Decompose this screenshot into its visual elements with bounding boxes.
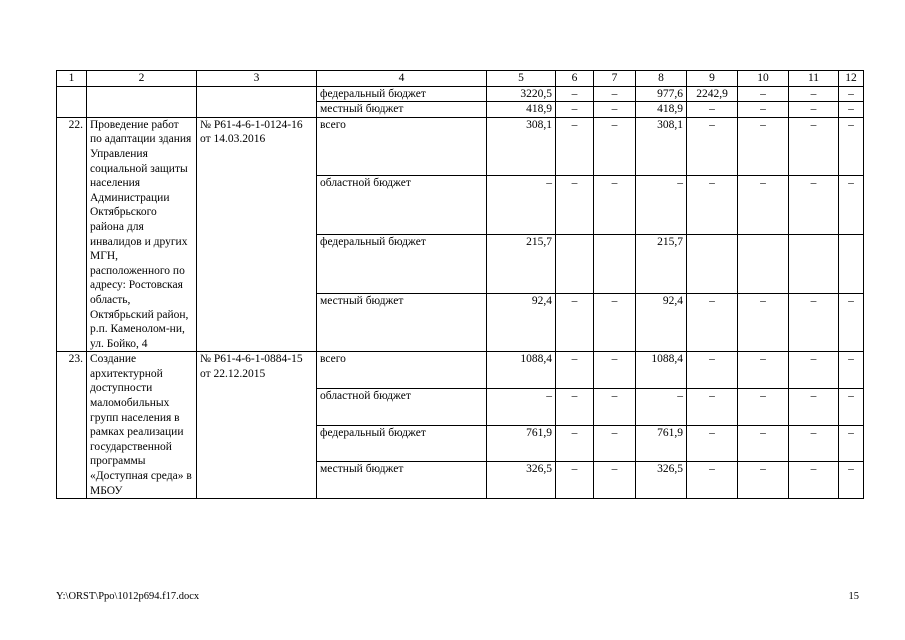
value-cell: –	[687, 352, 738, 389]
value-cell: –	[556, 86, 594, 102]
value-cell	[789, 235, 839, 294]
value-cell: –	[839, 176, 864, 235]
budget-label: областной бюджет	[317, 176, 487, 235]
value-cell: 308,1	[636, 117, 687, 176]
item-number: 23.	[57, 352, 87, 499]
value-cell: –	[687, 389, 738, 426]
column-header: 9	[687, 71, 738, 87]
value-cell: –	[789, 462, 839, 499]
value-cell: –	[556, 117, 594, 176]
empty-cell	[197, 86, 317, 102]
column-header: 1	[57, 71, 87, 87]
value-cell: –	[594, 176, 636, 235]
value-cell: 92,4	[636, 293, 687, 352]
empty-cell	[197, 102, 317, 118]
table-row	[57, 102, 864, 118]
value-cell	[839, 235, 864, 294]
value-cell: –	[789, 293, 839, 352]
value-cell: –	[687, 425, 738, 462]
table-row	[57, 352, 864, 389]
value-cell: –	[556, 293, 594, 352]
value-cell: 977,6	[636, 86, 687, 102]
budget-label: всего	[317, 117, 487, 176]
column-header: 10	[738, 71, 789, 87]
budget-label: федеральный бюджет	[317, 425, 487, 462]
value-cell: –	[789, 425, 839, 462]
budget-table	[56, 70, 864, 499]
budget-label: федеральный бюджет	[317, 86, 487, 102]
item-name: Создание архитектурной доступности маломобильных групп населения в рамках реализации государственной программы «Доступная среда» в МБОУ	[87, 352, 197, 499]
value-cell: –	[594, 86, 636, 102]
value-cell: –	[487, 176, 556, 235]
budget-label: местный бюджет	[317, 293, 487, 352]
value-cell: –	[687, 293, 738, 352]
budget-label: местный бюджет	[317, 462, 487, 499]
value-cell: –	[839, 102, 864, 118]
value-cell: –	[738, 352, 789, 389]
value-cell: 3220,5	[487, 86, 556, 102]
item-number: 22.	[57, 117, 87, 352]
value-cell: –	[789, 176, 839, 235]
value-cell: –	[789, 102, 839, 118]
column-header: 8	[636, 71, 687, 87]
column-header: 7	[594, 71, 636, 87]
value-cell	[556, 235, 594, 294]
value-cell: –	[738, 117, 789, 176]
value-cell: –	[636, 389, 687, 426]
budget-label: федеральный бюджет	[317, 235, 487, 294]
value-cell: –	[789, 117, 839, 176]
value-cell: –	[594, 293, 636, 352]
value-cell: –	[594, 117, 636, 176]
value-cell: –	[839, 352, 864, 389]
value-cell: –	[594, 389, 636, 426]
value-cell: –	[556, 102, 594, 118]
value-cell: 215,7	[636, 235, 687, 294]
column-header: 12	[839, 71, 864, 87]
empty-cell	[57, 102, 87, 118]
value-cell: –	[738, 425, 789, 462]
value-cell: 418,9	[636, 102, 687, 118]
value-cell: –	[594, 102, 636, 118]
value-cell: 92,4	[487, 293, 556, 352]
empty-cell	[57, 86, 87, 102]
value-cell: 1088,4	[636, 352, 687, 389]
value-cell: 418,9	[487, 102, 556, 118]
value-cell: –	[687, 102, 738, 118]
value-cell: –	[594, 462, 636, 499]
header-row	[57, 71, 864, 87]
value-cell	[687, 235, 738, 294]
value-cell: –	[738, 176, 789, 235]
item-name: Проведение работ по адаптации здания Управления социальной защиты населения Администрации Октябрьского района для инвалидов и других МГН, расположенного по адресу: Ростовская область, Октябрьский район, р.п. Каменолом-ни, ул. Бойко, 4	[87, 117, 197, 352]
column-header: 11	[789, 71, 839, 87]
value-cell: –	[738, 389, 789, 426]
column-header: 6	[556, 71, 594, 87]
value-cell: –	[738, 102, 789, 118]
value-cell: 326,5	[636, 462, 687, 499]
page-number: 15	[848, 591, 859, 602]
value-cell: 1088,4	[487, 352, 556, 389]
value-cell: –	[556, 352, 594, 389]
value-cell: –	[687, 176, 738, 235]
value-cell: –	[556, 462, 594, 499]
empty-cell	[87, 102, 197, 118]
value-cell: –	[738, 293, 789, 352]
table-row	[57, 117, 864, 176]
value-cell: –	[738, 462, 789, 499]
value-cell: –	[636, 176, 687, 235]
column-header: 4	[317, 71, 487, 87]
value-cell: –	[839, 86, 864, 102]
budget-label: всего	[317, 352, 487, 389]
value-cell: –	[839, 462, 864, 499]
column-header: 3	[197, 71, 317, 87]
value-cell: –	[556, 389, 594, 426]
column-header: 2	[87, 71, 197, 87]
value-cell: 326,5	[487, 462, 556, 499]
value-cell: –	[556, 176, 594, 235]
value-cell: –	[789, 352, 839, 389]
item-document	[197, 352, 317, 499]
value-cell: –	[556, 425, 594, 462]
document-date: от 14.03.2016	[200, 133, 266, 146]
table-row	[57, 86, 864, 102]
value-cell: –	[687, 117, 738, 176]
document-date: от 22.12.2015	[200, 367, 266, 380]
file-path: Y:\ORST\Ppo\1012p694.f17.docx	[56, 591, 200, 602]
value-cell: –	[594, 425, 636, 462]
budget-label: областной бюджет	[317, 389, 487, 426]
value-cell: –	[839, 389, 864, 426]
value-cell: –	[487, 389, 556, 426]
budget-label: местный бюджет	[317, 102, 487, 118]
value-cell: 308,1	[487, 117, 556, 176]
value-cell	[594, 235, 636, 294]
value-cell: –	[789, 389, 839, 426]
value-cell: –	[687, 462, 738, 499]
table-body	[57, 71, 864, 499]
value-cell: 761,9	[487, 425, 556, 462]
value-cell: –	[839, 117, 864, 176]
document-number: № Р61-4-6-1-0124-16	[200, 118, 303, 131]
value-cell: –	[594, 352, 636, 389]
value-cell: –	[738, 86, 789, 102]
value-cell: 2242,9	[687, 86, 738, 102]
value-cell: –	[839, 293, 864, 352]
value-cell: 215,7	[487, 235, 556, 294]
item-document	[197, 117, 317, 352]
document-number: № Р61-4-6-1-0884-15	[200, 353, 303, 366]
empty-cell	[87, 86, 197, 102]
column-header: 5	[487, 71, 556, 87]
value-cell: –	[789, 86, 839, 102]
value-cell	[738, 235, 789, 294]
value-cell: –	[839, 425, 864, 462]
value-cell: 761,9	[636, 425, 687, 462]
